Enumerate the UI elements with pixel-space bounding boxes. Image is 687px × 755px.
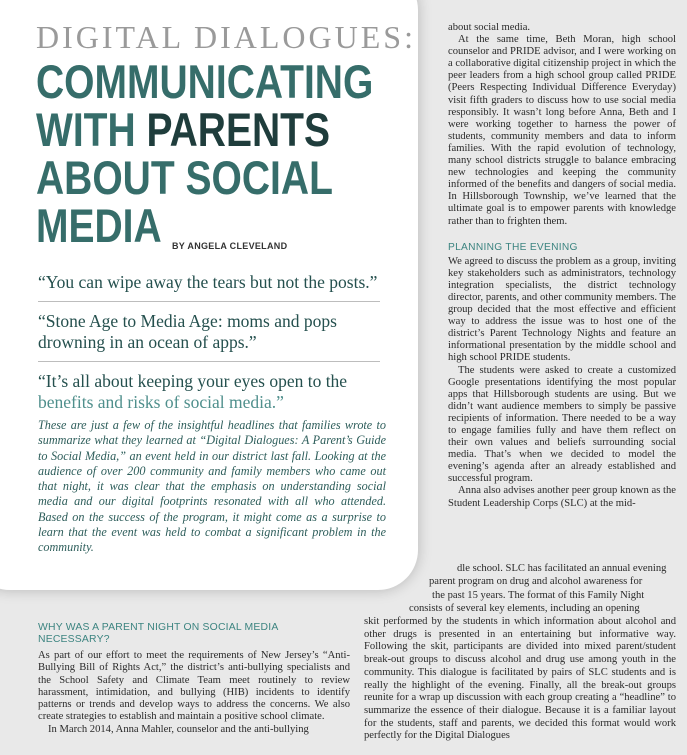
pull-quote-2: “Stone Age to Media Age: moms and pops drowning in an ocean of apps.” — [38, 309, 380, 362]
section-heading: PLANNING THE EVENING — [448, 241, 578, 253]
text-line: the past 15 years. The format of this Family Night — [432, 590, 645, 601]
left-bottom-column — [38, 622, 350, 736]
paragraph: Anna also advises another peer group known as the Student Leadership Corps (SLC) at the mid- — [448, 485, 676, 509]
pull-quote-3: “It’s all about keeping your eyes open to the benefits and risks of social media.” — [38, 371, 348, 412]
paragraph: At the same time, Beth Moran, high school counselor and PRIDE advisor, and I were working on a collaborative digital citizenship project in which the peer leaders from a high school group called PRIDE (Peers Respecting Individual Difference Everyday) visit fifth graders to discuss how to use social media responsibly. It wasn’t long before Anna, Beth and I were working together to harness the power of students, community members and data to inform families. With the rapid evolution of technology, many school districts struggle to balance embracing new technologies and keeping the community informed of the benefits and dangers of social media. In Hillsborough Township, we’ve learned that the ultimate goal is to empower parents with knowledge rather than to frighten them. — [448, 34, 676, 227]
paragraph: The students were asked to create a customized Google presentations identifying the most popular apps that Hillsborough students are using. But we didn’t want audience members to simply be passive recipients of information. There needed to be a way to engage families fully and have them reflect on their own values and beliefs surrounding social media. That’s when we decided to model the evening’s agenda after an already established and successful program. — [448, 364, 676, 485]
paragraph: We agreed to discuss the problem as a group, inviting key stakeholders such as administrators, technology integration specialists, the district technology director, parents, and other community members. The group decided that the most effective and efficient way to address the issue was to host one of the district’s Parent Technology Nights and feature an informational presentation by the middle school and high school PRIDE students. — [448, 255, 676, 364]
right-column — [448, 22, 676, 510]
pull-quote-1: “You can wipe away the tears but not the posts.” — [38, 270, 380, 302]
section-heading: WHY WAS A PARENT NIGHT ON SOCIAL MEDIA NECESSARY? — [38, 622, 278, 645]
text-line: parent program on drug and alcohol awareness for — [429, 576, 643, 587]
main-title: COMMUNICATING WITH PARENTS ABOUT SOCIAL MEDIA — [36, 55, 374, 252]
intro-paragraph: These are just a few of the insightful headlines that families wrote to summarize what they learned at “Digital Dialogues: A Parent’s Guide to Social Media,” an event held in our district last fall. Looking at the audience of over 200 community and family members who came out that night, it was clear that the emphasis on understanding social media and our digital footprints resonated with all who attended. Based on the success of the program, it might come as a surprise to learn that the event was held to combat a significant problem in the community. — [38, 418, 386, 555]
paragraph: In March 2014, Anna Mahler, counselor and the anti-bullying — [48, 723, 309, 735]
paragraph: about social media. — [448, 22, 531, 33]
paragraph: skit performed by the students in which information about alcohol and other drugs is presented in an entertaining but informative way. Following the skit, participants are divided into mixed parent/student break-out groups to discuss alcohol and drug use among youth in the community. This dialogue is facilitated by pairs of SLC students and is really the highlight of the evening. Finally, all the break-out groups reunite for a wrap up discussion with each group creating a “headline” to summarize the essence of their dialogue. Because it is a familiar layout for the students, staff and parents, we decided this format would work perfectly for the Digital Dialogues — [364, 616, 676, 742]
pull-quotes — [38, 270, 380, 428]
byline: BY ANGELA CLEVELAND — [172, 241, 288, 251]
text-line: consists of several key elements, including an opening — [409, 603, 640, 614]
kicker-title: DIGITAL DIALOGUES: — [36, 19, 416, 55]
paragraph: As part of our effort to meet the requirements of New Jersey’s “Anti-Bullying Bill of Rights Act,” the district’s anti-bullying specialists and the School Safety and Climate Team meet routinely to review harassment, intimidation, and bullying (HIB) incidents to identify patterns or trends and develop ways to address the concerns. We also create strategies to establish and maintain a positive school climate. — [38, 650, 350, 723]
text-line: dle school. SLC has facilitated an annual evening — [457, 563, 667, 574]
